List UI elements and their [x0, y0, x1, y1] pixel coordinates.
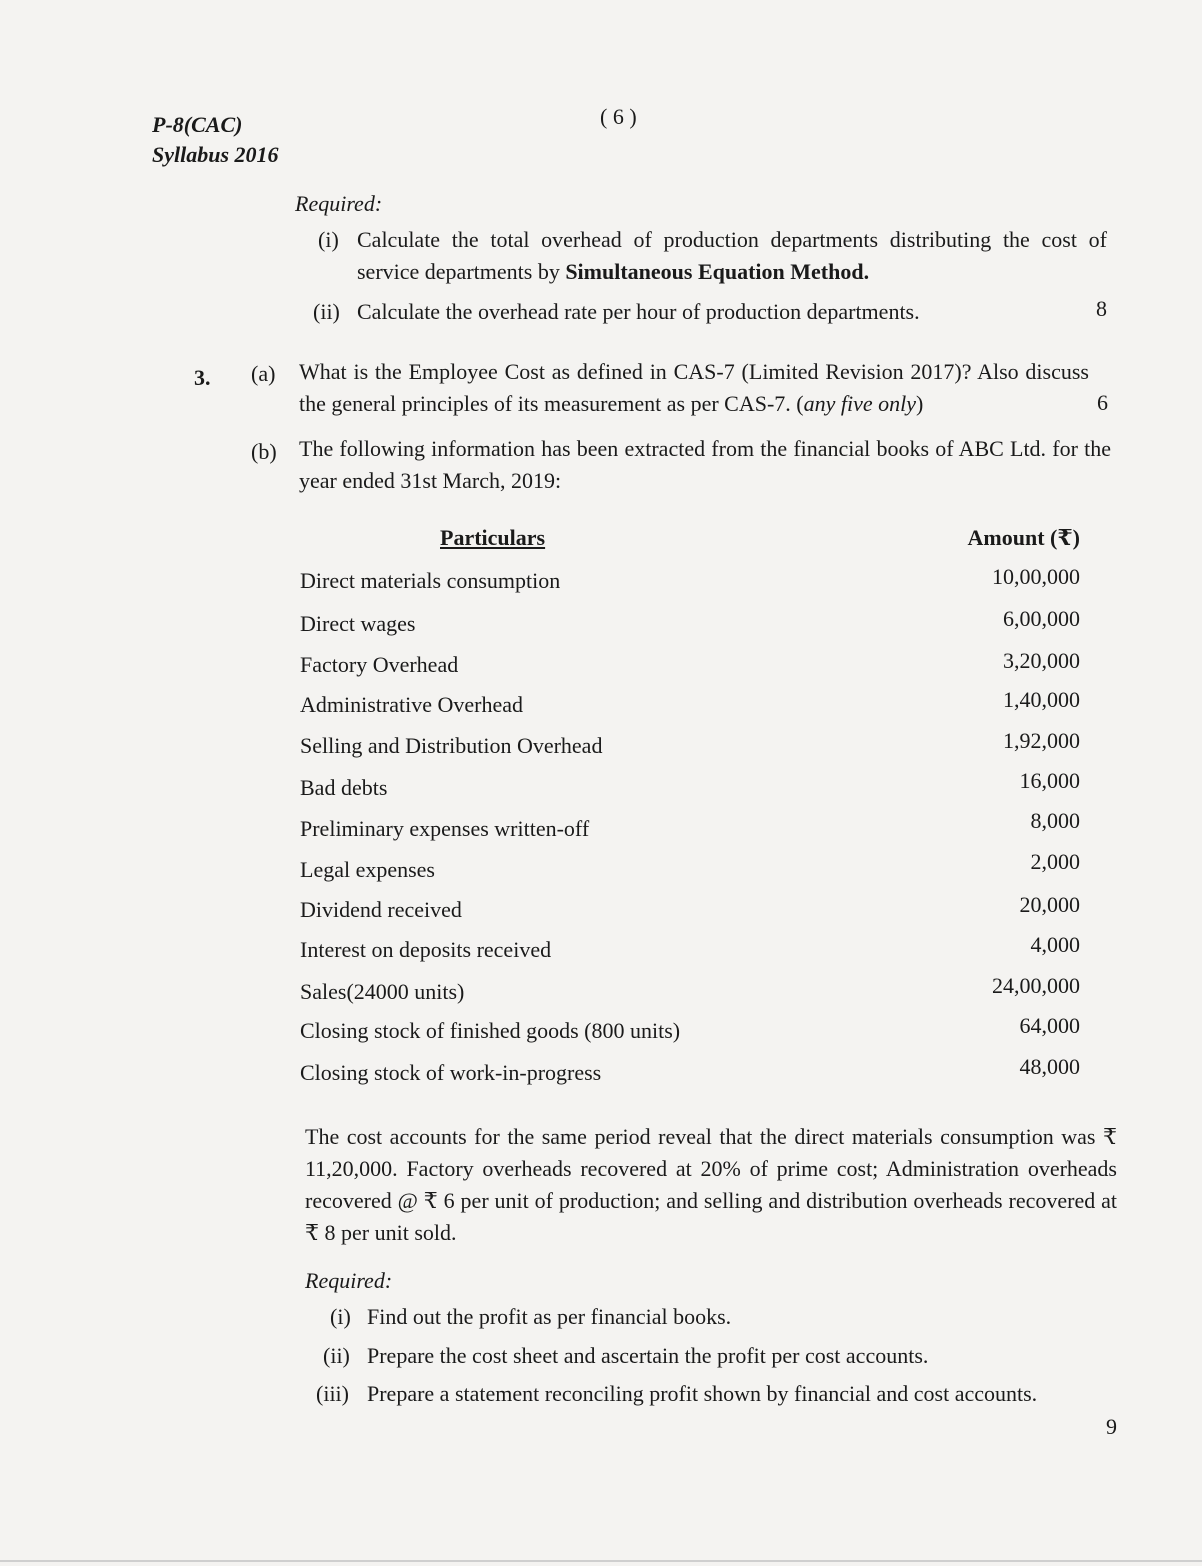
q3b-paragraph: The cost accounts for the same period reveal that the direct materials consumption was ₹ 11,20,000. Factory overheads recovered at 20% of prime cost; Administration overheads recovered @ ₹ 6 per unit of production; and selling and distribution overheads recovered at ₹ 8 per unit sold.: [305, 1124, 1117, 1245]
table-row: [300, 1013, 1080, 1058]
q3a-text-plain: What is the Employee Cost as defined in CAS-7 (Limited Revision 2017)? Also discuss the general principles of its measurement as per CAS-7. (: [299, 359, 1089, 416]
row-amount: 3,20,000: [1003, 648, 1080, 673]
q3-number: 3.: [194, 365, 211, 390]
q3a-marks: 6: [1097, 390, 1108, 415]
q2-item-1-text: [357, 224, 1107, 288]
q2-item-1-text-plain: Calculate the total overhead of production departments distributing the cost of service departments by: [357, 227, 1107, 284]
table-row: [300, 564, 1080, 608]
row-label: Dividend received: [300, 897, 462, 922]
row-label: Selling and Distribution Overhead: [300, 733, 603, 758]
row-amount: 24,00,000: [992, 973, 1080, 998]
q2-item-1-num: (i): [318, 227, 339, 252]
q3b-item-3-num: (iii): [316, 1381, 349, 1406]
page-edge: [0, 1560, 1202, 1562]
row-amount: 20,000: [1019, 892, 1080, 917]
q3b-item-3-text: Prepare a statement reconciling profit shown by financial and cost accounts.: [367, 1381, 1038, 1406]
table-row: [300, 849, 1080, 897]
row-label: Bad debts: [300, 775, 388, 800]
paper-code: P-8(CAC): [152, 112, 243, 137]
row-amount: 4,000: [1030, 932, 1080, 957]
row-label: Direct materials consumption: [300, 568, 561, 593]
q3a-label: (a): [251, 361, 276, 386]
q3a-text-close: ): [916, 391, 924, 416]
q3b-item-1-num: (i): [330, 1304, 351, 1329]
q2-item-2-num: (ii): [313, 299, 340, 324]
row-amount: 64,000: [1019, 1013, 1080, 1038]
q3b-item-1-text: Find out the profit as per financial books.: [367, 1304, 732, 1329]
table-row: [300, 808, 1080, 856]
table-row: [300, 1054, 1080, 1100]
q2-marks: 8: [1096, 296, 1107, 321]
q3b-item-2-num: (ii): [323, 1343, 350, 1368]
row-amount: 1,40,000: [1003, 687, 1080, 712]
row-amount: 8,000: [1030, 808, 1080, 833]
q2-required-label: Required:: [295, 191, 383, 216]
row-label: Interest on deposits received: [300, 937, 552, 962]
table-row: [300, 606, 1080, 651]
q3b-required-label: Required:: [305, 1268, 393, 1293]
row-amount: 16,000: [1019, 768, 1080, 793]
q3a-text-italic: any five only: [803, 391, 917, 416]
row-label: Direct wages: [300, 611, 416, 636]
table-row: [300, 768, 1080, 815]
row-label: Legal expenses: [300, 857, 435, 882]
row-label: Closing stock of finished goods (800 units): [300, 1018, 681, 1043]
table-row: [300, 648, 1080, 692]
table-row: [300, 687, 1080, 732]
row-amount: 10,00,000: [992, 564, 1080, 589]
table-row: [300, 973, 1080, 1019]
row-amount: 48,000: [1019, 1054, 1080, 1079]
table-row: [300, 728, 1080, 773]
row-amount: 1,92,000: [1003, 728, 1080, 753]
row-amount: 6,00,000: [1003, 606, 1080, 631]
table-row: [300, 892, 1080, 937]
q3a-text: [299, 356, 1089, 420]
row-label: Sales(24000 units): [300, 979, 465, 1004]
q2-item-1-text-bold: Simultaneous Equation Method.: [565, 259, 870, 284]
paper-code-block: [152, 110, 279, 170]
page-number: ( 6 ): [600, 104, 637, 129]
syllabus-label: Syllabus 2016: [152, 142, 279, 167]
q3b-label: (b): [251, 439, 277, 464]
q3b-intro: The following information has been extracted from the financial books of ABC Ltd. for the year ended 31st March, 2019:: [299, 436, 1111, 493]
row-label: Preliminary expenses written-off: [300, 816, 590, 841]
col-amount: Amount (₹): [967, 525, 1080, 550]
row-label: Administrative Overhead: [300, 692, 523, 717]
row-label: Factory Overhead: [300, 652, 459, 677]
q3b-marks: 9: [1106, 1414, 1117, 1439]
col-particulars: Particulars: [440, 525, 546, 550]
table-row: [300, 932, 1080, 977]
row-amount: 2,000: [1030, 849, 1080, 874]
row-label: Closing stock of work-in-progress: [300, 1060, 602, 1085]
q2-item-2-text: Calculate the overhead rate per hour of production departments.: [357, 299, 920, 324]
q3b-item-2-text: Prepare the cost sheet and ascertain the profit per cost accounts.: [367, 1343, 929, 1368]
